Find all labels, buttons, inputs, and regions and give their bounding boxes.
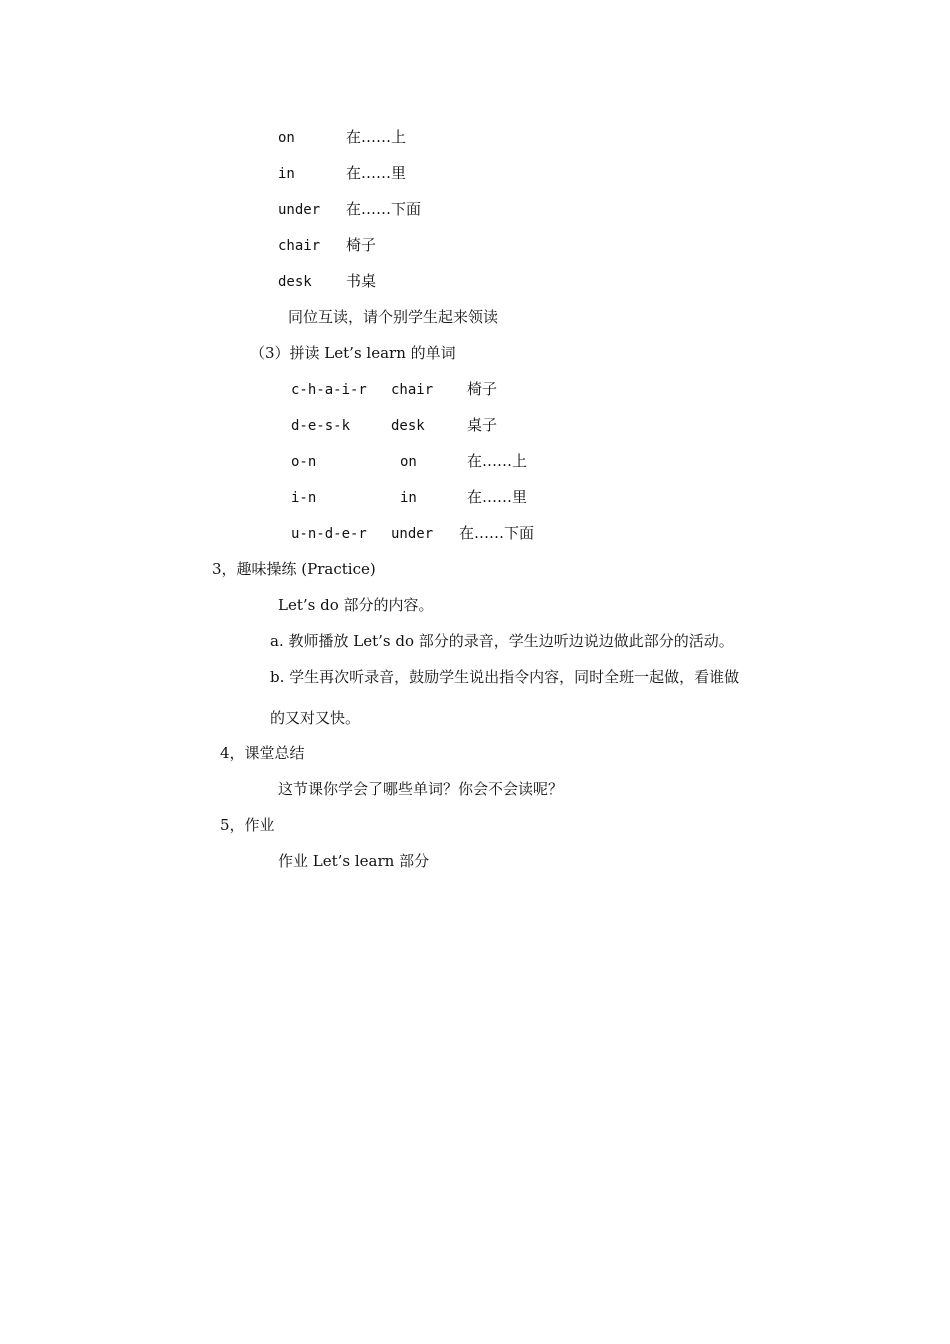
spelling-cell: u-n-d-e-r xyxy=(291,526,367,542)
word-cell: desk xyxy=(391,418,425,434)
section3-item-a: a. 教师播放 Let’s do 部分的录音，学生边听边说边做此部分的活动。 xyxy=(270,632,734,650)
meaning-cell: 在……里 xyxy=(467,488,528,506)
pair-read-note: 同位互读，请个别学生起来领读 xyxy=(288,308,499,326)
step3-heading: （3）拼读 Let’s learn 的单词 xyxy=(250,344,456,362)
meaning-cell: 在……上 xyxy=(467,452,528,470)
vocab-meaning: 书桌 xyxy=(346,272,377,290)
section3-item-b: b. 学生再次听录音，鼓励学生说出指令内容，同时全班一起做，看谁做 xyxy=(270,668,740,686)
word-cell: on xyxy=(400,454,417,470)
word-cell: under xyxy=(391,526,434,542)
spelling-cell: c-h-a-i-r xyxy=(291,382,367,398)
section5-content: 作业 Let’s learn 部分 xyxy=(278,852,430,870)
spelling-cell: o-n xyxy=(291,454,317,470)
meaning-cell: 椅子 xyxy=(467,380,498,398)
word-cell: chair xyxy=(391,382,434,398)
spelling-cell: d-e-s-k xyxy=(291,418,351,434)
section4-content: 这节课你学会了哪些单词？你会不会读呢？ xyxy=(278,780,564,798)
section3-item-b-continued: 的又对又快。 xyxy=(270,709,361,727)
vocab-word: under xyxy=(278,202,321,218)
word-cell: in xyxy=(400,490,417,506)
vocab-meaning: 在……下面 xyxy=(346,200,422,218)
vocab-word: desk xyxy=(278,274,312,290)
section3-intro: Let’s do 部分的内容。 xyxy=(278,596,434,614)
spelling-cell: i-n xyxy=(291,490,317,506)
vocab-word: on xyxy=(278,130,295,146)
vocab-word: in xyxy=(278,166,295,182)
section4-heading: 4，课堂总结 xyxy=(220,744,305,762)
vocab-meaning: 在……上 xyxy=(346,128,407,146)
meaning-cell: 桌子 xyxy=(467,416,498,434)
vocab-meaning: 椅子 xyxy=(346,236,377,254)
meaning-cell: 在……下面 xyxy=(459,524,535,542)
section3-heading: 3，趣味操练 (Practice) xyxy=(212,560,376,578)
section5-heading: 5，作业 xyxy=(220,816,275,834)
vocab-word: chair xyxy=(278,238,321,254)
vocab-meaning: 在……里 xyxy=(346,164,407,182)
